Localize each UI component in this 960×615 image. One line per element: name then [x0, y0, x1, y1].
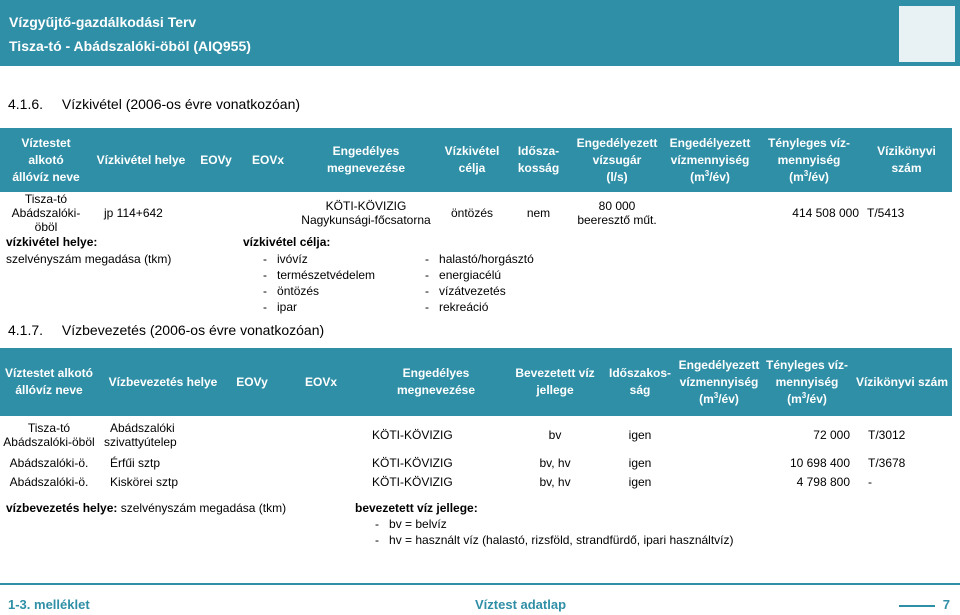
cell-periodicity: igen — [628, 475, 652, 489]
col-header-jet: Engedélyezett vízsugár (l/s) — [571, 128, 663, 192]
legend-place-text: szelvényszám megadása (tkm) — [117, 501, 287, 515]
header-logo-box — [899, 6, 955, 62]
footer-dash — [899, 605, 935, 607]
cell-periodicity: igen — [628, 456, 652, 470]
cell-book-number: T/3012 — [868, 428, 906, 442]
cell-lake: Tisza-tó Abádszalóki-öböl — [11, 192, 81, 234]
cell-eovy — [228, 472, 276, 492]
cell-eovy — [228, 454, 276, 472]
vizbevezetes-table — [0, 348, 952, 492]
list-item: - rekreáció — [425, 300, 489, 314]
section-number: 4.1.7. — [8, 322, 44, 338]
list-item: - ipar — [263, 300, 298, 314]
cell-lake: Abádszalóki-ö. — [9, 475, 89, 489]
col-header-water-type: Bevezetett víz jellege — [506, 348, 604, 416]
col-header-licensed-volume: Engedélyezett vízmennyiség $(m^3/év)$ — [676, 348, 762, 416]
cell-book-number: - — [868, 475, 872, 489]
cell-lake: Abádszalóki-ö. — [9, 456, 89, 470]
col-header-eovy: EOVy — [228, 348, 276, 416]
section-title-text: Vízbevezetés (2006-os évre vonatkozóan) — [61, 322, 325, 338]
cell-licensed-volume — [676, 454, 762, 472]
list-item: - bv = belvíz — [375, 517, 447, 531]
page-number: 7 — [942, 597, 950, 612]
table-header-row — [0, 348, 952, 416]
table-row — [0, 454, 952, 472]
cell-jet: 80 000 beeresztő műt. — [577, 199, 657, 227]
col-header-actual-volume: Tényleges víz- mennyiség $(m^3/év)$ — [762, 348, 852, 416]
purpose-list-left — [263, 251, 375, 315]
cell-periodicity: igen — [628, 428, 652, 442]
col-header-book-number: Vízikönyvi szám — [852, 348, 952, 416]
list-item: - öntözés — [263, 284, 320, 298]
cell-water-type: bv — [548, 428, 562, 442]
col-header-licensee: Engedélyes megnevezése — [366, 348, 506, 416]
cell-licensee: KÖTI-KÖVIZIG Nagykunsági-főcsatorna — [301, 199, 431, 227]
cell-place: Abádszalóki szivattyútelep — [104, 421, 177, 449]
cell-eovx — [242, 192, 294, 234]
legend-place — [6, 500, 286, 516]
document-title: Vízgyűjtő-gazdálkodási Terv — [9, 14, 197, 30]
document-subtitle: Tisza-tó - Abádszalóki-öböl (AIQ955) — [9, 38, 251, 54]
col-header-eovy: EOVy — [190, 128, 242, 192]
legend-place-text: szelvényszám megadása (tkm) — [6, 252, 172, 266]
cell-actual-volume: 10 698 400 — [789, 456, 850, 470]
col-header-place: Vízkivétel helye — [92, 128, 190, 192]
col-header-book-number: Vízikönyvi szám — [861, 128, 952, 192]
list-item: - ivóvíz — [263, 252, 308, 266]
cell-place: Érfűi sztp — [110, 456, 161, 470]
col-header-lake: Víztestet alkotó állóvíz neve — [0, 348, 98, 416]
col-header-periodicity: Idősza- kosság — [506, 128, 571, 192]
cell-purpose: öntözés — [450, 206, 494, 220]
table-header-row — [0, 128, 952, 192]
cell-eovx — [276, 454, 366, 472]
table-row — [0, 192, 952, 234]
cell-licensee: KÖTI-KÖVIZIG — [372, 428, 453, 442]
cell-water-type: bv, hv — [539, 475, 571, 489]
col-header-eovx: EOVx — [242, 128, 294, 192]
table-row — [0, 472, 952, 492]
section-title-text: Vízkivétel (2006-os évre vonatkozóan) — [61, 96, 301, 112]
section-heading-vizkivetel — [8, 96, 300, 112]
legend-purpose-label: vízkivétel célja: — [243, 235, 331, 249]
legend-type-label: bevezetett víz jellege: — [355, 501, 478, 515]
header-band — [0, 0, 960, 66]
footer-rule — [0, 583, 960, 585]
list-item: - természetvédelem — [263, 268, 376, 282]
purpose-list-right — [425, 251, 534, 315]
cell-eovy — [228, 416, 276, 454]
col-header-purpose: Vízkivétel célja — [438, 128, 506, 192]
cell-licensed-volume — [676, 416, 762, 454]
legend-place-label: vízkivétel helye: — [6, 235, 98, 249]
col-header-licensee: Engedélyes megnevezése — [294, 128, 438, 192]
col-header-actual-volume: Tényleges víz- mennyiség $(m^3/év)$ — [757, 128, 861, 192]
list-item: - halastó/horgásztó — [425, 252, 534, 266]
cell-water-type: bv, hv — [539, 456, 571, 470]
list-item: - energiacélú — [425, 268, 502, 282]
col-header-licensed-volume: Engedélyezett vízmennyiség $(m^3/év)$ — [663, 128, 757, 192]
cell-eovx — [276, 416, 366, 454]
cell-book-number: T/5413 — [867, 206, 905, 220]
cell-actual-volume: 72 000 — [813, 428, 850, 442]
list-item: - vízátvezetés — [425, 284, 506, 298]
col-header-lake: Víztestet alkotó állóvíz neve — [0, 128, 92, 192]
legend-place-label: vízbevezetés helye: — [6, 501, 118, 515]
section-heading-vizbevezetes — [8, 322, 324, 338]
cell-actual-volume: 4 798 800 — [796, 475, 850, 489]
cell-periodicity: nem — [526, 206, 551, 220]
cell-place: Kiskörei sztp — [110, 475, 179, 489]
cell-book-number: T/3678 — [868, 456, 906, 470]
cell-licensed-volume — [663, 192, 757, 234]
type-list — [375, 516, 734, 548]
list-item: - hv = használt víz (halastó, rizsföld, strandfürdő, ipari használtvíz) — [375, 533, 734, 547]
col-header-periodicity: Időszakos- ság — [604, 348, 676, 416]
cell-actual-volume: 414 508 000 — [792, 206, 859, 220]
cell-lake: Tisza-tó Abádszalóki-öböl — [3, 421, 95, 449]
vizkivetel-table — [0, 128, 952, 234]
cell-licensee: KÖTI-KÖVIZIG — [372, 456, 453, 470]
section-number: 4.1.6. — [8, 96, 44, 112]
footer-annex-label: 1-3. melléklet — [8, 597, 90, 612]
cell-eovy — [190, 192, 242, 234]
cell-licensee: KÖTI-KÖVIZIG — [372, 475, 453, 489]
cell-place: jp 114+642 — [104, 206, 163, 220]
footer-doc-label: Víztest adatlap — [475, 597, 567, 612]
table-row — [0, 416, 952, 454]
col-header-eovx: EOVx — [276, 348, 366, 416]
cell-licensed-volume — [676, 472, 762, 492]
footer-page — [899, 597, 950, 612]
cell-eovx — [276, 472, 366, 492]
col-header-place: Vízbevezetés helye — [98, 348, 228, 416]
